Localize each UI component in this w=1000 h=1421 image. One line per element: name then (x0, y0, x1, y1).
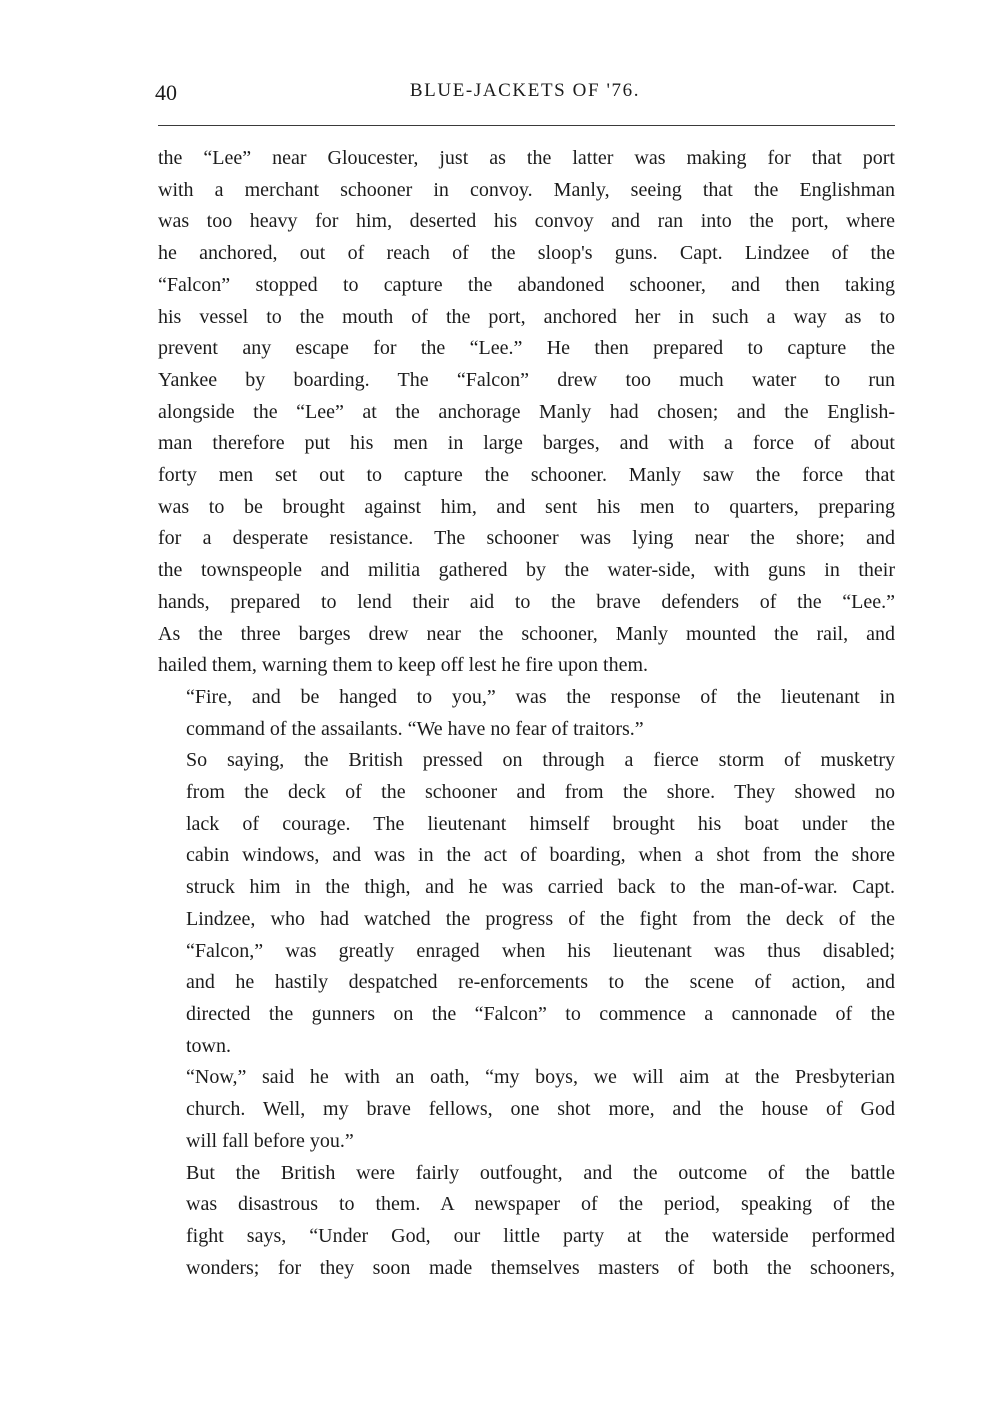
text-line: hands, prepared to lend their aid to the brave defenders of the “Lee.” (158, 590, 895, 613)
text-line: As the three barges drew near the schooner, Manly mounted the rail, and (158, 622, 895, 645)
running-title: BLUE-JACKETS OF '76. (409, 80, 641, 101)
text-line: man therefore put his men in large barges, and with a force of about (158, 432, 895, 455)
text-line: prevent any escape for the “Lee.” He then prepared to capture the (158, 337, 895, 360)
text-line: “Falcon,” was greatly enraged when his lieutenant was thus disabled; (186, 939, 895, 962)
text-line: command of the assailants. “We have no fear of traitors.” (186, 717, 644, 740)
text-line: Lindzee, who had watched the progress of the fight from the deck of the (186, 907, 895, 930)
text-line: his vessel to the mouth of the port, anchored her in such a way as to (158, 305, 895, 328)
text-line: “Falcon” stopped to capture the abandoned schooner, and then taking (158, 273, 895, 296)
text-line: forty men set out to capture the schooner. Manly saw the force that (158, 464, 895, 487)
text-line: the townspeople and militia gathered by the water-side, with guns in their (158, 559, 895, 582)
text-line: was too heavy for him, deserted his convoy and ran into the port, where (158, 210, 895, 233)
text-line: for a desperate resistance. The schooner was lying near the shore; and (158, 527, 895, 550)
text-line: with a merchant schooner in convoy. Manly, seeing that the Englishman (158, 178, 895, 201)
paragraph (158, 745, 895, 1062)
text-line: church. Well, my brave fellows, one shot more, and the house of God (186, 1098, 895, 1121)
paragraph (158, 1062, 895, 1157)
text-line: struck him in the thigh, and he was carried back to the man-of-war. Capt. (186, 876, 895, 899)
text-line: So saying, the British pressed on through a fierce storm of musketry (186, 749, 895, 772)
header-rule (158, 125, 895, 126)
text-line: fight says, “Under God, our little party at the waterside performed (186, 1224, 895, 1247)
page-number: 40 (155, 80, 177, 105)
text-line: was to be brought against him, and sent his men to quarters, preparing (158, 495, 895, 518)
text-line: Yankee by boarding. The “Falcon” drew too much water to run (158, 368, 895, 391)
text-line: from the deck of the schooner and from the shore. They showed no (186, 781, 895, 804)
paragraph (158, 682, 895, 745)
body-text (158, 143, 895, 1284)
text-line: was disastrous to them. A newspaper of the period, speaking of the (186, 1193, 895, 1216)
text-line: hailed them, warning them to keep off lest he fire upon them. (158, 654, 649, 677)
text-line: will fall before you.” (186, 1129, 354, 1152)
text-line: the “Lee” near Gloucester, just as the latter was making for that port (158, 147, 895, 169)
text-line: But the British were fairly outfought, and the outcome of the battle (186, 1161, 895, 1184)
page-header (155, 80, 895, 110)
text-line: he anchored, out of reach of the sloop's guns. Capt. Lindzee of the (158, 242, 895, 265)
text-line: wonders; for they soon made themselves masters of both the schooners, (186, 1256, 895, 1279)
text-line: directed the gunners on the “Falcon” to commence a cannonade of the (186, 1002, 895, 1025)
text-line: lack of courage. The lieutenant himself brought his boat under the (186, 812, 895, 835)
text-line: “Fire, and be hanged to you,” was the response of the lieutenant in (186, 685, 895, 708)
text-line: town. (186, 1034, 231, 1057)
paragraph (158, 143, 895, 682)
paragraph (158, 1158, 895, 1285)
text-line: “Now,” said he with an oath, “my boys, we will aim at the Presbyterian (186, 1066, 895, 1089)
text-line: cabin windows, and was in the act of boarding, when a shot from the shore (186, 844, 895, 867)
text-line: and he hastily despatched re-enforcements to the scene of action, and (186, 971, 895, 994)
text-line: alongside the “Lee” at the anchorage Manly had chosen; and the English- (158, 400, 895, 423)
